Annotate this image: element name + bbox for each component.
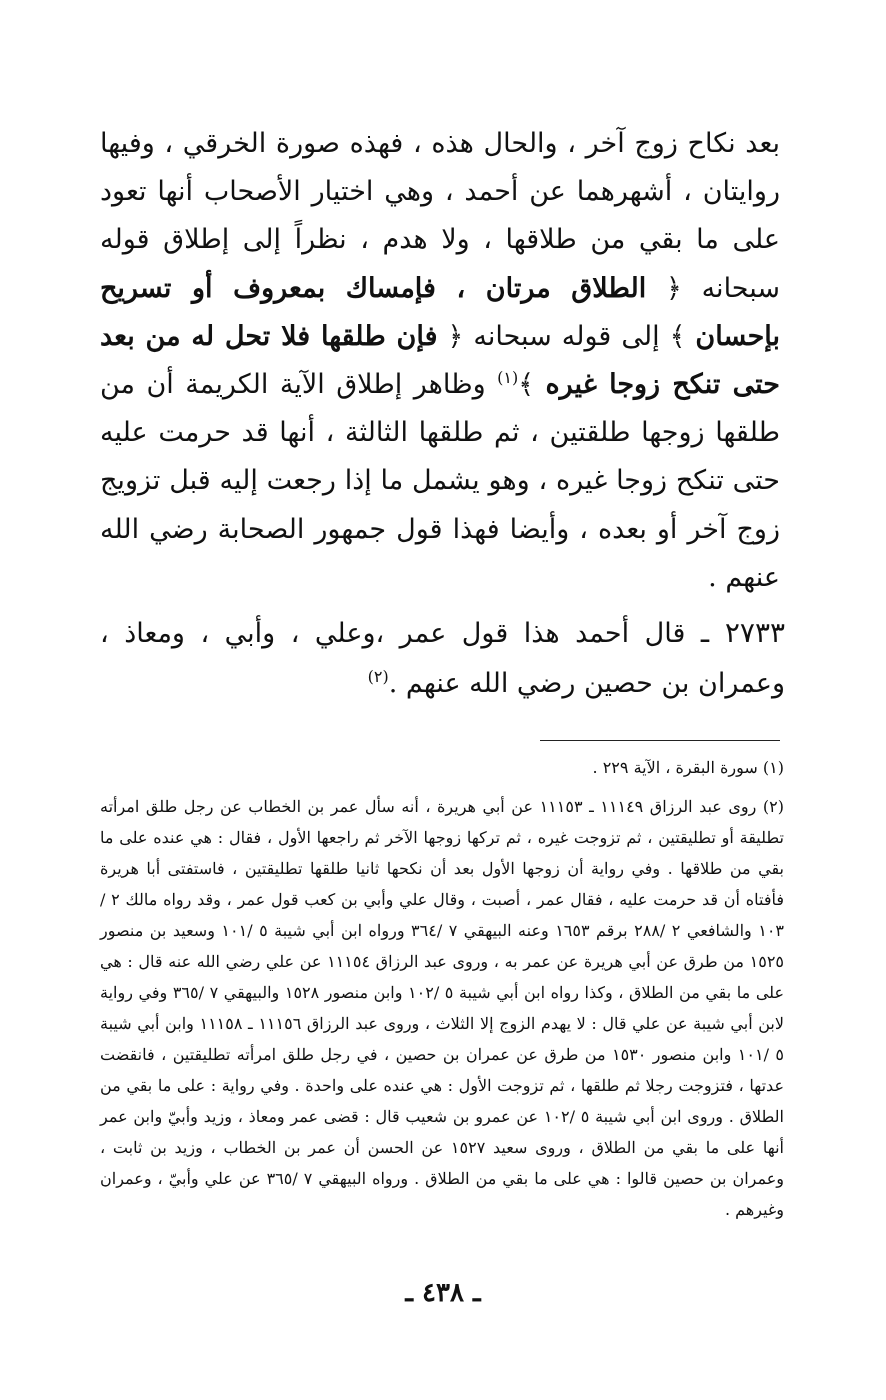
main-paragraph — [100, 120, 780, 602]
paragraph-body — [100, 120, 780, 602]
entry-text: قال أحمد هذا قول عمر ،وعلي ، وأبي ، ومعاذ ، وعمران بن حصين رضي الله عنهم . — [100, 618, 785, 699]
footnotes — [100, 752, 784, 1233]
footnote-ref-2: (٢) — [367, 667, 389, 686]
footnote-2: (٢) روى عبد الرزاق ١١١٤٩ ـ ١١١٥٣ عن أبي هريرة ، أنه سأل عمر بن الخطاب عن رجل طلق امرأته تطليقة أو تطليقتين ، ثم تزوجت غيره ، ثم تركها زوجها الآخر ثم راجعها الأول ، فقال : هي عنده على ما بقي من طلاقها . وفي رواية أن زوجها الأول بعد أن نكحها ثانيا طلقها تطليقتين ، فاستفتى أبا هريرة فأفتاه أن قد حرمت عليه ، فقال عمر ، أصبت ، وقال علي وأبي بن كعب قول عمر ، وقد رواه مالك ٢ /١٠٣ والشافعي ٢ /٢٨٨ برقم ١٦٥٣ وعنه البيهقي ٧ /٣٦٤ ورواه ابن أبي شيبة ٥ /١٠١ وسعيد بن منصور ١٥٢٥ من طرق عن أبي هريرة عن عمر به ، وروى عبد الرزاق ١١١٥٤ عن علي رضي الله عنه قال : هي على ما بقي من الطلاق ، وكذا رواه ابن أبي شيبة ٥ /١٠٢ وابن منصور ١٥٢٨ والبيهقي ٧ /٣٦٥ وفي رواية لابن أبي شيبة عن علي قال : لا يهدم الزوج إلا الثلاث ، وروى عبد الرزاق ١١١٥٦ ـ ١١١٥٨ وابن أبي شيبة ٥ /١٠١ وابن منصور ١٥٣٠ من طرق عن عمران بن حصين ، في رجل طلق امرأته تطليقتين ، فانقضت عدتها ، فتزوجت رجلا ثم طلقها ، ثم تزوجت الأول : هي عنده على واحدة . وفي رواية : على ما بقي من الطلاق . وروى ابن أبي شيبة ٥ /١٠٢ عن عمرو بن شعيب قال : قضى عمر ومعاذ ، وزيد وأبيّ وابن عمر أنها على ما بقي من الطلاق ، وروى سعيد ١٥٢٧ عن الحسن أن عمر بن الخطاب ، وزيد بن ثابت ، وعمران بن حصين قالوا : هي على ما بقي من الطلاق . ورواه البيهقي ٧ /٣٦٥ عن علي وأبيّ ، وعمران وغيرهم . — [100, 797, 785, 1219]
footnote-1: (١) سورة البقرة ، الآية ٢٢٩ . — [592, 758, 784, 777]
footnote-divider — [540, 740, 780, 741]
paragraph-text-2: ﴾ إلى قوله سبحانه ﴿ — [437, 320, 696, 352]
paragraph-text-1: بعد نكاح زوج آخر ، والحال هذه ، فهذه صورة الخرقي ، وفيها روايتان ، أشهرهما عن أحمد ، وهي اختيار الأصحاب أنها تعود على ما بقي من طلاقها ، ولا هدم ، نظراً إلى إطلاق قوله سبحانه ﴿ — [100, 128, 780, 304]
paragraph-text-3: ﴾ — [518, 369, 546, 401]
footnote-ref-1: (١) — [497, 368, 519, 388]
quran-verse-1: الطلاق مرتان ، فإمساك بمعروف أو تسريح بإحسان — [100, 272, 780, 352]
page-number: ـ ٤٣٨ ـ — [405, 1278, 481, 1308]
entry-number: ٢٧٣٣ ـ — [700, 616, 786, 649]
numbered-entry — [100, 608, 785, 709]
quran-verse-2: فإن طلقها فلا تحل له من بعد حتى تنكح زوجا غيره — [100, 320, 780, 401]
paragraph-text-4: وظاهر إطلاق الآية الكريمة أن من طلقها زوجها طلقتين ، ثم طلقها الثالثة ، أنها قد حرمت عليه حتى تنكح زوجا غيره ، وهو يشمل ما إذا رجعت إليه قبل تزويج زوج آخر أو بعده ، وأيضا فهذا قول جمهور الصحابة رضي الله عنهم . — [100, 369, 780, 593]
